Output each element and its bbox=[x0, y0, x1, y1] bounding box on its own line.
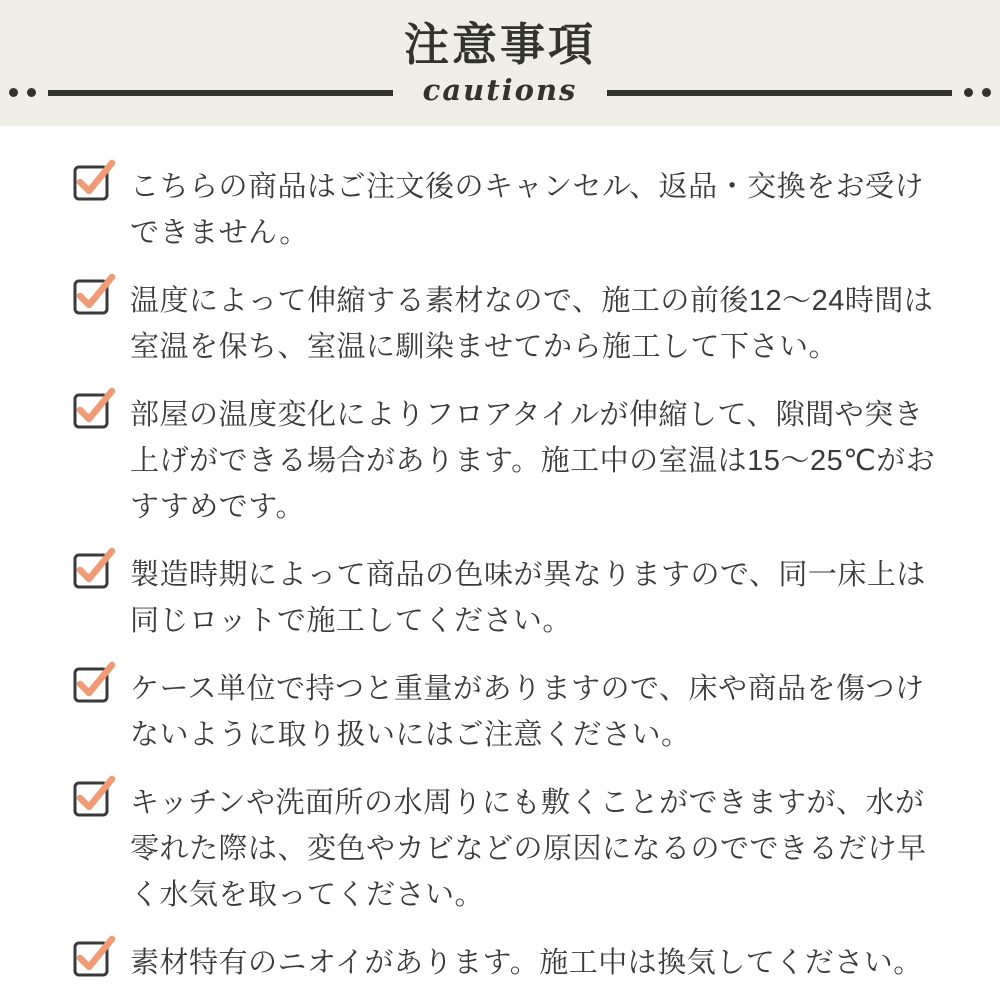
caution-item bbox=[72, 164, 938, 256]
caution-item bbox=[72, 940, 938, 986]
caution-text: こちらの商品はご注文後のキャンセル、返品・交換をお受けできません。 bbox=[130, 171, 925, 249]
checked-checkbox-icon bbox=[72, 934, 116, 978]
caution-item bbox=[72, 552, 938, 644]
checked-checkbox-icon bbox=[72, 546, 116, 590]
divider-dot bbox=[9, 88, 18, 97]
caution-text: 部屋の温度変化によりフロアタイルが伸縮して、隙間や突き上げができる場合があります。施工中の室温は15〜25℃がおすすめです。 bbox=[130, 399, 936, 523]
divider-dot bbox=[964, 88, 973, 97]
header-subtitle: cautions bbox=[422, 73, 578, 107]
divider-dot bbox=[982, 88, 991, 97]
header bbox=[0, 0, 1000, 126]
divider-dots-left bbox=[9, 88, 36, 97]
caution-item bbox=[72, 780, 938, 918]
divider-dots-right bbox=[964, 88, 991, 97]
page-title: 注意事項 bbox=[403, 19, 596, 70]
checked-checkbox-icon bbox=[72, 158, 116, 202]
caution-item bbox=[72, 666, 938, 758]
checked-checkbox-icon bbox=[72, 272, 116, 316]
caution-item bbox=[72, 278, 938, 370]
checked-checkbox-icon bbox=[72, 774, 116, 818]
caution-text: ケース単位で持つと重量がありますので、床や商品を傷つけないように取り扱いにはご注意ください。 bbox=[130, 673, 925, 751]
checked-checkbox-icon bbox=[72, 386, 116, 430]
divider-line bbox=[48, 90, 393, 96]
caution-item bbox=[72, 392, 938, 530]
divider-dot bbox=[27, 88, 36, 97]
header-divider bbox=[0, 73, 1000, 107]
caution-text: 温度によって伸縮する素材なので、施工の前後12〜24時間は室温を保ち、室温に馴染ませてから施工して下さい。 bbox=[130, 285, 934, 363]
caution-text: 素材特有のニオイがあります。施工中は換気してください。 bbox=[130, 947, 923, 979]
caution-text: 製造時期によって商品の色味が異なりますので、同一床上は同じロットで施工してください。 bbox=[130, 559, 926, 637]
divider-line bbox=[607, 90, 952, 96]
checked-checkbox-icon bbox=[72, 660, 116, 704]
cautions-list bbox=[0, 126, 1000, 986]
caution-text: キッチンや洗面所の水周りにも敷くことができますが、水が零れた際は、変色やカビなどの原因になるのでできるだけ早く水気を取ってください。 bbox=[130, 787, 927, 911]
